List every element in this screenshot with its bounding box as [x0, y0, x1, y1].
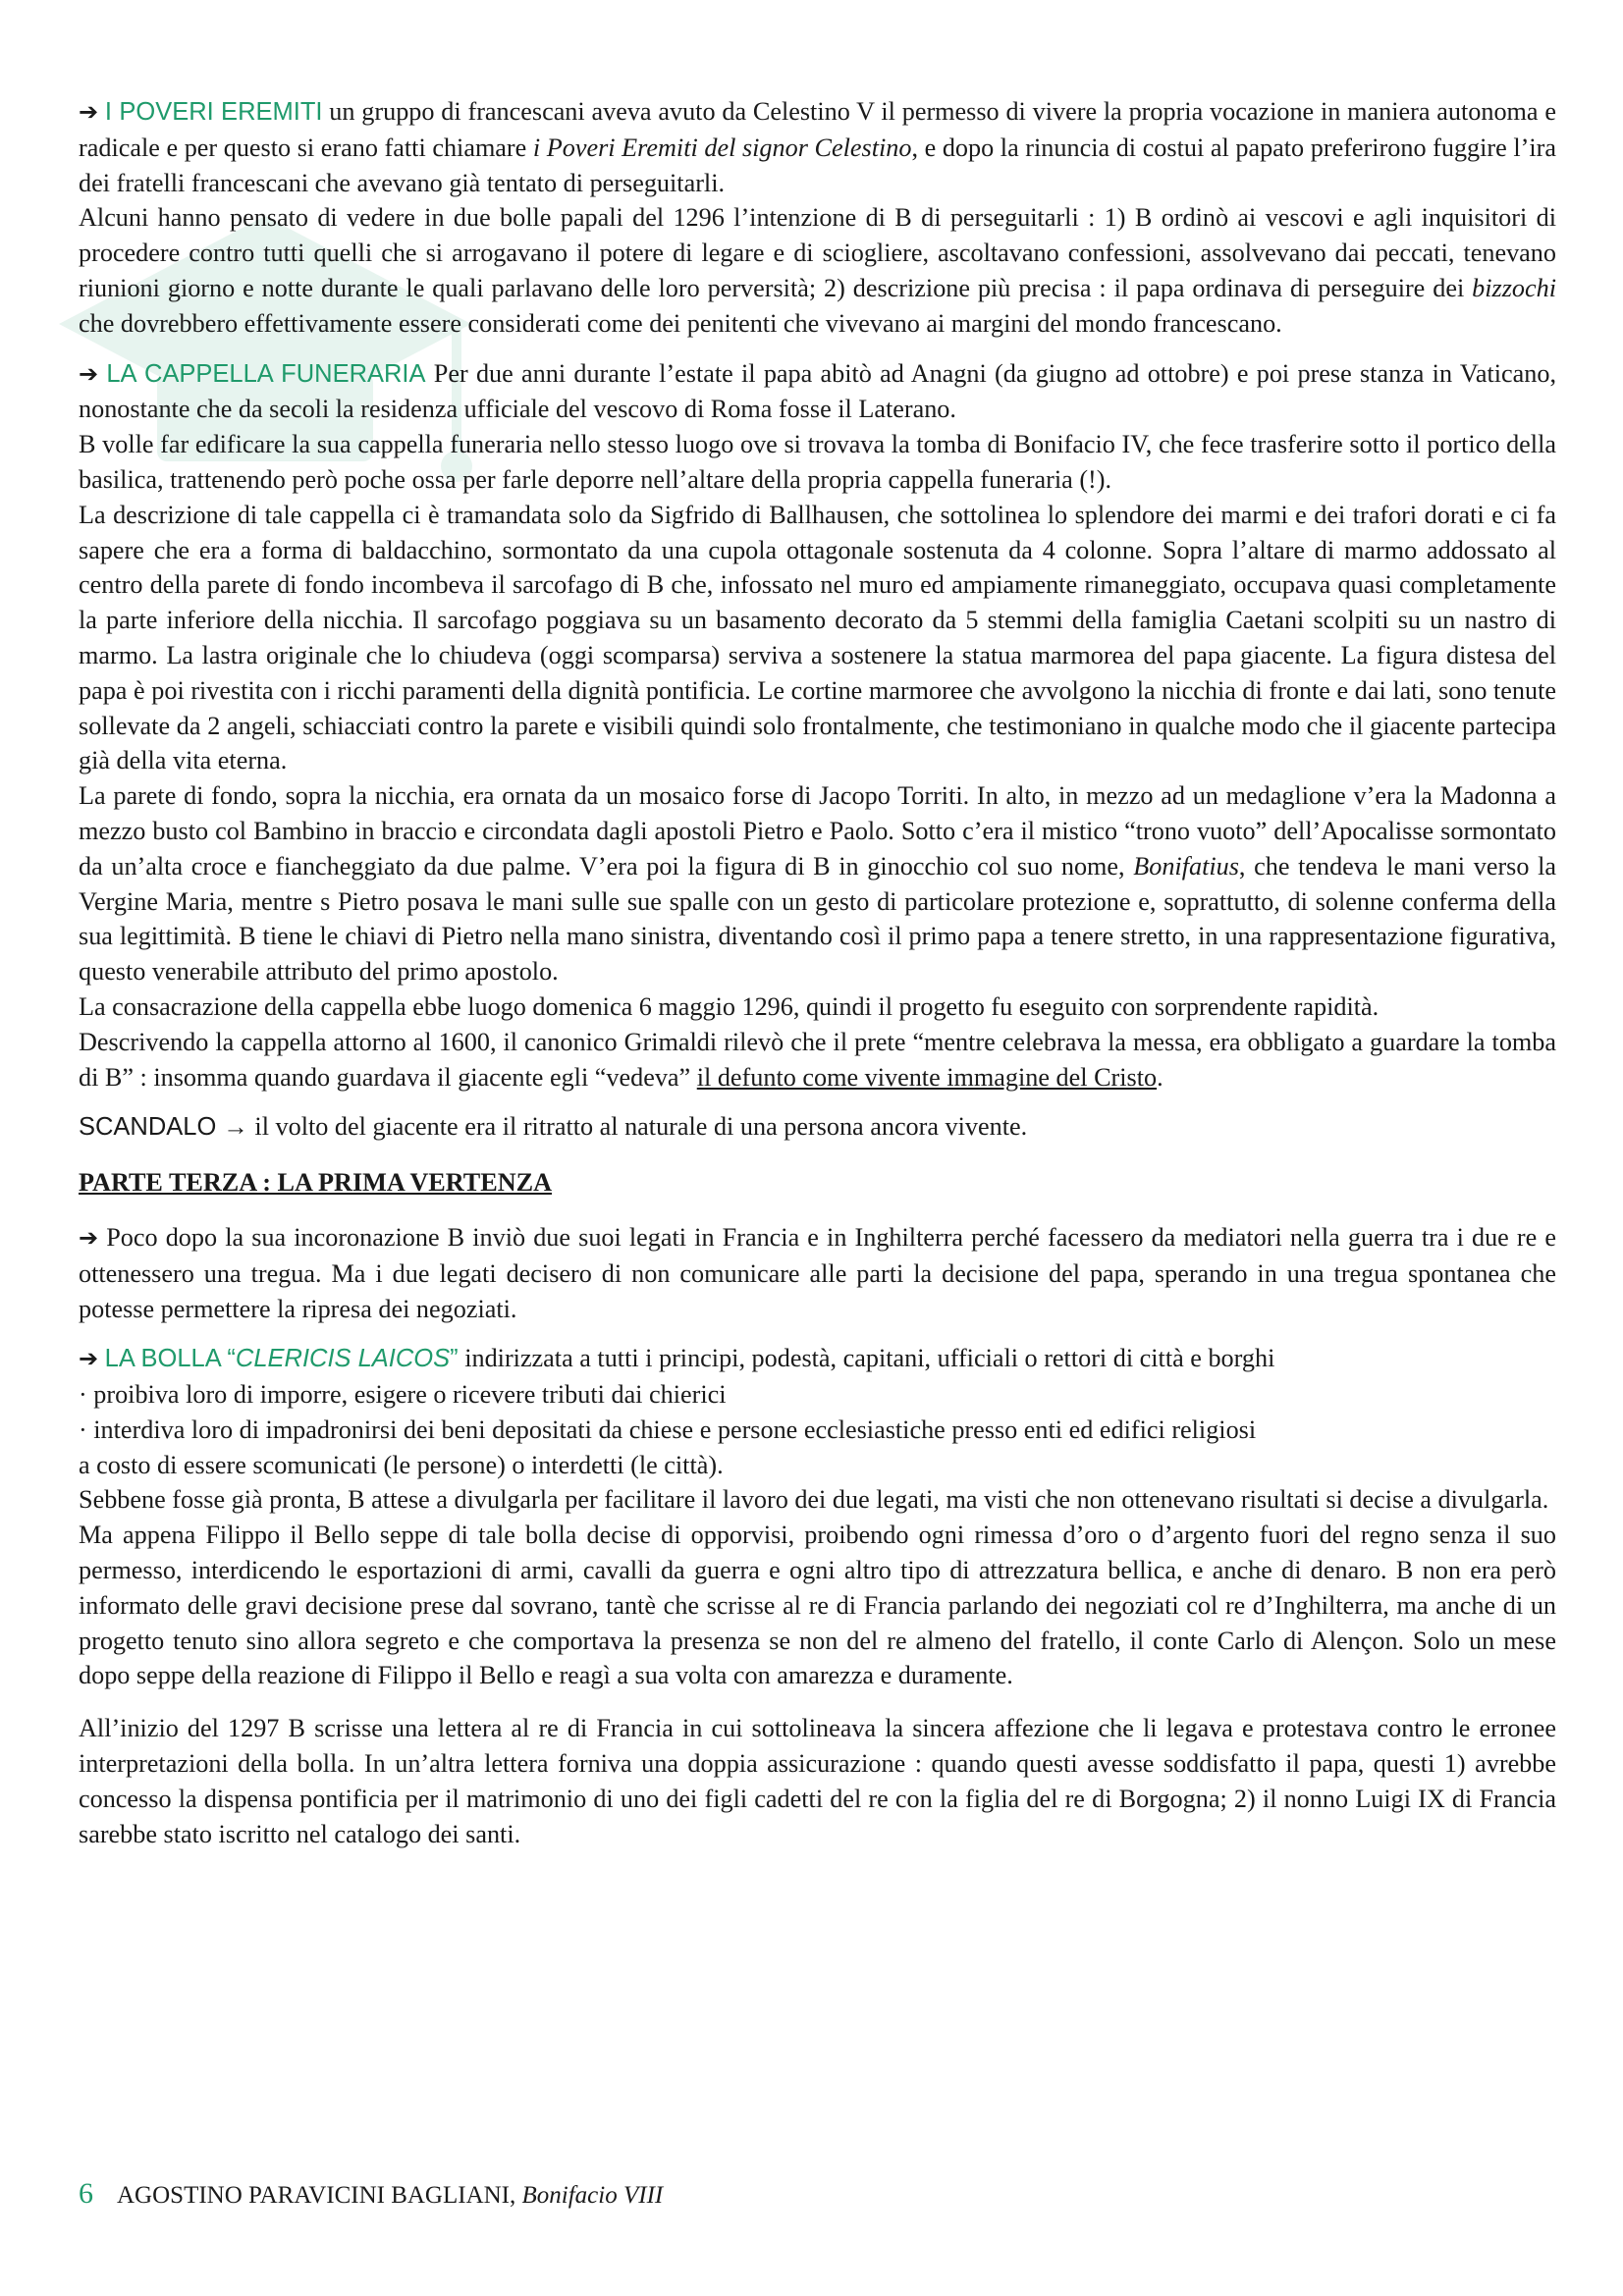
paragraph-legati: ➔ Poco dopo la sua incoronazione B inviò due suoi legati in Francia e in Inghilterra perché facessero da mediatori nella guerra tra i due re e ottenessero una tregua. Ma i due legati decisero di non comunicare alle parti la decisione del papa, sperando in una tregua spontanea che potesse permettere la ripresa dei negoziati. [79, 1222, 1556, 1323]
paragraph-cappella-consacrazione: La consacrazione della cappella ebbe luogo domenica 6 maggio 1296, quindi il progetto fu eseguito con sorprendente rapidità. [79, 991, 1380, 1021]
paragraph-cappella-grimaldi: Descrivendo la cappella attorno al 1600, il canonico Grimaldi rilevò che il prete “mentre celebrava la messa, era obbligato a guardare la tomba di B” : insomma quando guardava il giacente egli “vedeva” il defunto come vivente immagine del Cristo. [79, 1027, 1556, 1092]
paragraph-bolla-divulgazione: Sebbene fosse già pronta, B attese a divulgarla per facilitare il lavoro dei due legati, ma visti che non ottenevano risultati si decise a divulgarla. [79, 1485, 1549, 1515]
paragraph-cappella-edificazione: B volle far edificare la sua cappella funeraria nello stesso luogo ove si trovava la tomba di Bonifacio IV, che fece trasferire sotto il portico della basilica, trattenendo però poche ossa per farle deporre nell’altare della propria cappella funeraria (!). [79, 430, 1556, 494]
section-title-poveri-eremiti: I POVERI EREMITI [104, 98, 323, 126]
paragraph-filippo-bello: Ma appena Filippo il Bello seppe di tale bolla decise di opporvisi, proibendo ogni rimessa d’oro o d’argento fuori del regno senza il suo permesso, interdicendo le esportazioni di armi, cavalli da guerra e ogni altro tipo di attrezzatura bellica, e anche di denaro. B non era però informato delle gravi decisione prese dal sovrano, tantè che scrisse al re di Francia parlando dei negoziati col re d’Inghilterra, ma anche di un progetto tenuto sino allora segreto e che comportava la presenza se non del re almeno del fratello, il conte Carlo di Alençon. Solo un mese dopo seppe della reazione di Filippo il Bello e reagì a sua volta con amarezza e duramente. [79, 1521, 1556, 1690]
paragraph-bolle-1296: Alcuni hanno pensato di vedere in due bolle papali del 1296 l’intenzione di B di perseguitarli : 1) B ordinò ai vescovi e agli inquisitori di procedere contro tutti quelli che si arrogavano il potere di legare e di sciogliere, ascoltavano confessioni, assolvevano dai peccati, tenevano riunioni giorno e notte durante le quali parlavano delle loro perversità; 2) descrizione più precisa : il papa ordinava di perseguire dei bizzochi che dovrebbero effettivamente essere considerati come dei penitenti che vivevano ai margini del mondo francescano. [79, 203, 1556, 338]
paragraph-bolla-intro: ➔ LA BOLLA “CLERICIS LAICOS” indirizzata a tutti i principi, podestà, capitani, ufficiali o rettori di città e borghi [79, 1344, 1275, 1373]
arrow-right-icon: ➔ [79, 98, 99, 126]
footer-author: AGOSTINO PARAVICINI BAGLIANI, [117, 2182, 522, 2209]
list-item-bolla-1: · proibiva loro di imporre, esigere o ricevere tributi dai chierici [79, 1380, 727, 1410]
arrow-right-icon: ➔ [79, 1223, 99, 1252]
section-title-bolla: LA BOLLA “CLERICIS LAICOS” [104, 1345, 459, 1373]
document-page [79, 94, 1556, 1851]
section-title-cappella-funeraria: LA CAPPELLA FUNERARIA [106, 359, 426, 388]
part-title: PARTE TERZA : LA PRIMA VERTENZA [79, 1168, 552, 1198]
list-item-bolla-2: · interdiva loro di impadronirsi dei beni depositati da chiese e persone ecclesiastiche presso enti ed edifici religiosi [79, 1415, 1257, 1444]
paragraph-poveri-eremiti: ➔ I POVERI EREMITI un gruppo di francescani aveva avuto da Celestino V il permesso di vivere la propria vocazione in maniera autonoma e radicale e per questo si erano fatti chiamare i Poveri Eremiti del signor Celestino, e dopo la rinuncia di costui al papato preferirono fuggire l’ira dei fratelli francescani che avevano già tentato di perseguitarli. [79, 97, 1556, 197]
scandalo-label: SCANDALO → [79, 1113, 248, 1142]
paragraph-cappella-mosaico: La parete di fondo, sopra la nicchia, era ornata da un mosaico forse di Jacopo Torriti. In alto, in mezzo ad un medaglione v’era la Madonna a mezzo busto col Bambino in braccio e circondata dagli apostoli Pietro e Paolo. Sotto c’era il mistico “trono vuoto” dell’Apocalisse sormontato da un’alta croce e fiancheggiato da due palme. V’era poi la figura di B in ginocchio col suo nome, Bonifatius, che tendeva le mani verso la Vergine Maria, mentre s Pietro posava le mani sulle sue spalle con un gesto di particolare protezione e, soprattutto, di solenne conferma della sua legittimità. B tiene le chiavi di Pietro nella mano sinistra, diventando così il primo papa a tenere stretto, in una rappresentazione figurativa, questo venerabile attributo del primo apostolo. [79, 781, 1556, 987]
paragraph-lettera-1297: All’inizio del 1297 B scrisse una lettera al re di Francia in cui sottolineava la sincera affezione che li legava e protestava contro le erronee interpretazioni della bolla. In un’altra lettera forniva una doppia assicurazione : quando questi avesse soddisfatto il papa, questi 1) avrebbe concesso la dispensa pontificia per il matrimonio di uno dei figli cadetti del re con la figlia del re di Borgogna; 2) il nonno Luigi IX di Francia sarebbe stato iscritto nel catalogo dei santi. [79, 1714, 1556, 1848]
paragraph-cappella-intro: ➔ LA CAPPELLA FUNERARIA Per due anni durante l’estate il papa abitò ad Anagni (da giugno ad ottobre) e poi prese stanza in Vaticano, nonostante che da secoli la residenza ufficiale del vescovo di Roma fosse il Laterano. [79, 358, 1556, 424]
page-number: 6 [79, 2177, 93, 2210]
footer-book-title: Bonifacio VIII [521, 2182, 664, 2209]
arrow-right-icon: ➔ [79, 359, 99, 388]
paragraph-cappella-descrizione: La descrizione di tale cappella ci è tramandata solo da Sigfrido di Ballhausen, che sottolinea lo splendore dei marmi e dei trafori dorati e ci fa sapere che era a forma di baldacchino, sormontato da una cupola ottagonale sostenuta da 4 colonne. Sopra l’altare di marmo addossato al centro della parete di fondo incombeva il sarcofago di B che, infossato nel muro ed ampiamente rimaneggiato, occupava quasi completamente la parte inferiore della nicchia. Il sarcofago poggiava su un basamento decorato da 5 stemmi della famiglia Caetani scolpiti su un nastro di marmo. La lastra originale che lo chiudeva (oggi scomparsa) serviva a sostenere la statua marmorea del papa giacente. La figura distesa del papa è poi rivestita con i ricchi paramenti della dignità pontificia. Le cortine marmoree che avvolgono la nicchia di fronte e dai lati, sono tenute sollevate da 2 angeli, schiacciati contro la parete e visibili quindi solo frontalmente, che testimoniano in qualche modo che il giacente partecipa già della vita eterna. [79, 500, 1556, 775]
arrow-right-icon: ➔ [79, 1345, 99, 1373]
paragraph-scandalo: SCANDALO → il volto del giacente era il ritratto al naturale di una persona ancora vivente. [79, 1112, 1028, 1142]
page-footer [79, 2177, 663, 2211]
paragraph-bolla-sanzione: a costo di essere scomunicati (le persone) o interdetti (le città). [79, 1450, 724, 1479]
